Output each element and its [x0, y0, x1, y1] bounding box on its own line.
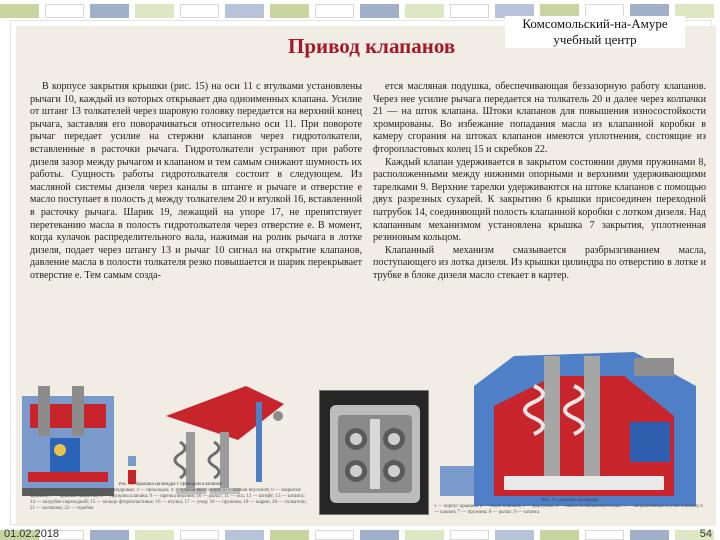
figure-caption-title: Рис. 16. Крышка цилиндра: [541, 498, 599, 503]
valve-mechanism-photo: [319, 390, 429, 515]
training-center-line: Комсомольский-на-Амуре: [522, 16, 668, 31]
page-title: Привод клапанов: [288, 34, 456, 58]
paragraph: ется масляная подушка, обеспечивающая беззазорную работу клапанов. Через нее усилие рычага передается на толкатель 20 и далее через колпачки 21 — на шток клапана. Штоки клапанов для повышения износостойкости хромированы. Во избежание попадания масла из клапанной коробки в камеру сгорания на штоках клапанов имеются уплотнения, состоящие из фторопластовых колец 15 и скребков 22.: [373, 81, 706, 155]
text-column-left: [30, 81, 362, 283]
cylinder-cover-cutaway-drawing: [434, 346, 706, 511]
text-column-right: [373, 81, 706, 283]
page-number: 54: [699, 528, 712, 540]
paragraph: В корпусе закрытия крышки (рис. 15) на оси 11 с втулками установлены рычаги 10, каждый из которых открывает два одноименных клапана. Усилие от штанг 13 толкателей через шаровую головку передается на верхний конец рычага, заставляя его поворачиваться относительно оси 11. При повороте рычаг передает усилие на стержни клапанов через гидротолкатели, вставленные в расточки рычага. Гидротолкатели устраняют при работе дизеля зазор между рычагом и клапаном и тем самым снижают шумность их работы. Сущность работы гидротолкателя состоит в следующем. Из масляной системы дизеля через каналы в штанге и рычаге и отверстие е масло поступает в полость д между толкателем 20 и втулкой 16, вставленной в расточку рычага. Шарик 19, лежащий на упоре 17, не препятствует перетеканию масла в полость гидротолкателя через отверстие е. В момент, когда кулачок распределительного вала, нажимая на ролик рычага в лотке дизеля, подает через штангу 13 и рычаг 10 сигнал на открытие клапанов, давление масла в полости толкателя резко повышается и шарик перекрывает отверстие е. Тем самым созда-: [30, 81, 362, 281]
training-center-line: учебный центр: [553, 32, 637, 47]
bottom-decor-strip: [0, 530, 720, 540]
scanned-page: [16, 26, 716, 526]
paragraph: Каждый клапан удерживается в закрытом состоянии двумя пружинами 8, расположенными между нижними опорными и верхними удерживающими тарелками 9. Верхние тарелки удерживаются на штоке клапанов с помощью двух разрезных сухарей. К закрытию 6 крышки присоединен переходной патрубок 14, соединяющий полость клапанной коробки с лотком дизеля. Над клапанным механизмом установлена крышка 7 закрытия, уплотненная резиновым кольцом.: [373, 156, 706, 244]
figure-caption: 1 — корпус крышки; 2 — седло клапана; 3 — форсунка; 4 — канал охлаждающей воды; 5 — направляющая втулка клапана; 6 — клапан; 7 — пружина; 8 — рычаг; 9 — штанга: [434, 504, 703, 515]
figure-caption-title: Рис. 15. Крышка цилиндра с приводом клапанов: [118, 482, 222, 487]
figure-caption: 1 — крышка цилиндра; 2 — гильза цилиндровая; 3 — прокладка; 4 — клапан выпускной; 5 — клапан впускной; 6 — закрытие крышки; 7 — крышка закрытия; 8 — пружина клапана; 9 — тарелка верхняя; 10 — рычаг; 11 — ось; 12 — штифт; 13 — штанга; 14 — патрубок переходной; 15 — кольцо фторопластовое; 16 — втулка; 17 — упор; 18 — пружина; 19 — шарик; 20 — толкатель; 21 — колпачок; 22 — скребок: [30, 488, 307, 511]
training-center-label: [505, 16, 685, 48]
slide-date: 01.02.2018: [4, 528, 60, 540]
paragraph: Клапанный механизм смазывается разбрызгиванием масла, поступающего из лотка дизеля. Из крышки цилиндра по отверстию в лотке и трубке в блоке дизеля масло стекает в картер.: [373, 244, 706, 281]
